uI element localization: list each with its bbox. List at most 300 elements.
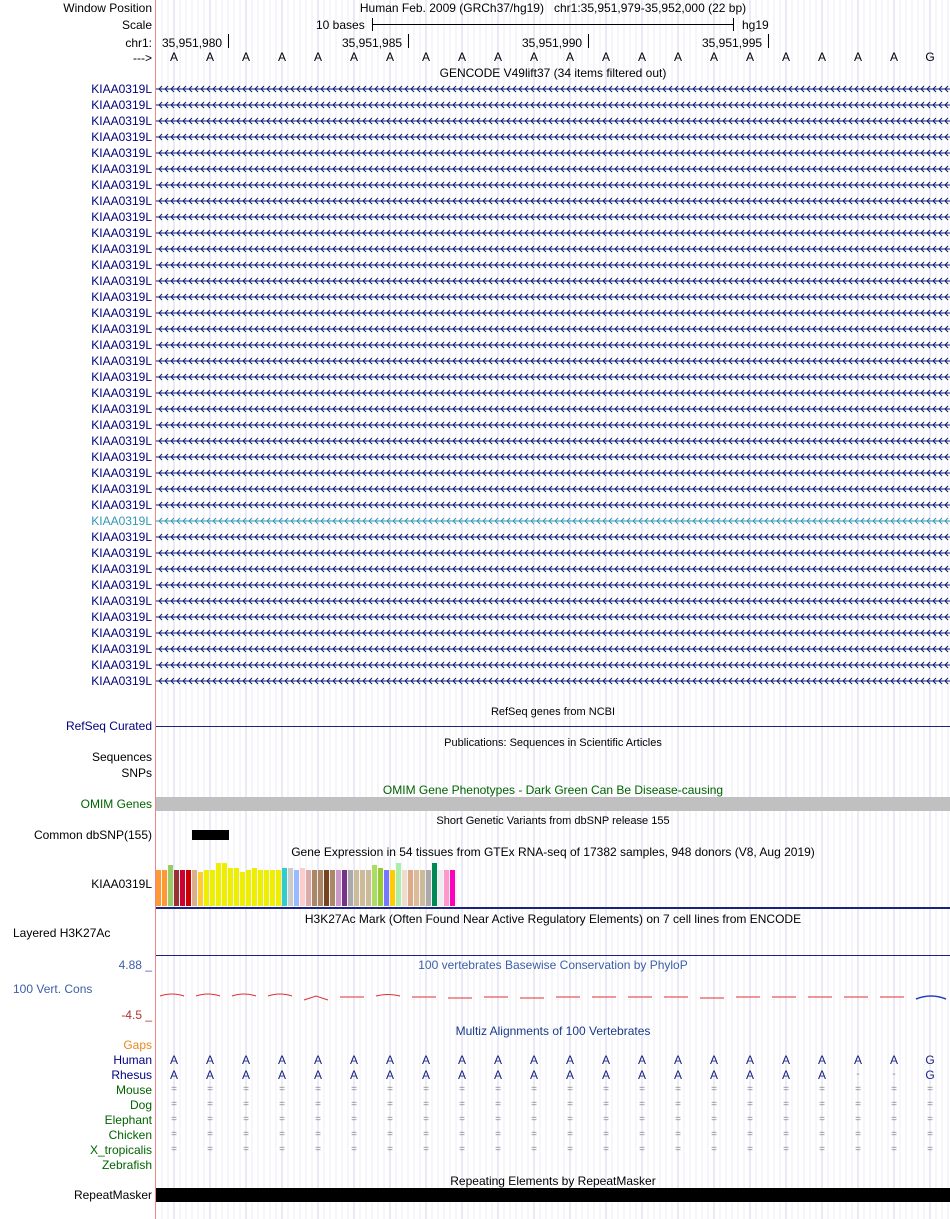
omim-track-title[interactable]: OMIM Gene Phenotypes - Dark Green Can Be Disease-causing [382,783,724,797]
gencode-gene-label[interactable]: KIAA0319L [91,146,152,160]
multiz-base: = [459,1084,465,1095]
base-letter: A [673,50,682,64]
multiz-species-label[interactable]: Rhesus [111,1068,152,1082]
refseq-label[interactable]: RefSeq Curated [65,719,152,733]
multiz-base: = [531,1144,537,1155]
multiz-base: = [819,1084,825,1095]
multiz-base: = [243,1099,249,1110]
multiz-base: = [639,1144,645,1155]
multiz-base: = [603,1114,609,1125]
publications-snps-label[interactable]: SNPs [121,766,152,780]
multiz-base: A [709,1053,718,1067]
gtex-tissue-bar[interactable] [198,872,203,906]
multiz-base: = [171,1114,177,1125]
multiz-base: A [241,1068,250,1082]
multiz-base: = [423,1114,429,1125]
omim-gene-bar[interactable] [156,797,950,811]
base-letter: A [457,50,466,64]
gtex-tissue-bar[interactable] [204,870,209,906]
gtex-tissue-bar[interactable] [288,868,293,906]
gencode-transcript[interactable] [156,195,950,207]
multiz-base: = [279,1144,285,1155]
multiz-base: = [423,1129,429,1140]
gencode-gene-label[interactable]: KIAA0319L [91,194,152,208]
coord-tick [588,34,589,48]
gencode-transcript[interactable] [156,275,950,287]
multiz-base: = [567,1144,573,1155]
gtex-tissue-bar[interactable] [408,870,413,906]
multiz-base: A [889,1053,898,1067]
gencode-transcript[interactable] [156,563,950,575]
multiz-base: = [891,1114,897,1125]
multiz-base: = [171,1129,177,1140]
multiz-base: A [169,1053,178,1067]
multiz-species-label[interactable]: Zebrafish [101,1158,152,1172]
multiz-base: = [603,1129,609,1140]
gtex-tissue-bar[interactable] [210,870,215,906]
gencode-gene-label[interactable]: KIAA0319L [91,674,152,688]
gencode-transcript[interactable] [156,611,950,623]
gencode-transcript[interactable] [156,547,950,559]
gtex-tissue-bar[interactable] [426,870,431,906]
gtex-tissue-bar[interactable] [336,870,341,906]
gtex-expression-bars[interactable] [156,861,556,906]
multiz-base: = [891,1144,897,1155]
multiz-base: A [817,1053,826,1067]
gtex-tissue-bar[interactable] [378,868,383,906]
gtex-tissue-bar[interactable] [246,870,251,906]
gtex-tissue-bar[interactable] [216,863,221,906]
assembly-text: Human Feb. 2009 (GRCh37/hg19) [359,1,544,15]
multiz-base: A [457,1053,466,1067]
multiz-base: A [457,1068,466,1082]
base-letter: A [637,50,646,64]
base-letter: A [889,50,898,64]
multiz-base: = [243,1114,249,1125]
multiz-base: = [387,1144,393,1155]
base-letter: G [925,50,935,64]
multiz-base: = [495,1099,501,1110]
multiz-base: = [783,1084,789,1095]
gencode-gene-label[interactable]: KIAA0319L [91,450,152,464]
base-letter: A [277,50,286,64]
multiz-base: A [745,1068,754,1082]
gencode-transcript[interactable] [156,403,950,415]
gencode-transcript[interactable] [156,627,950,639]
base-letter: A [529,50,538,64]
multiz-base: = [891,1129,897,1140]
scale-bar [373,24,733,25]
gtex-tissue-bar[interactable] [342,870,347,906]
base-letter: A [781,50,790,64]
gtex-tissue-bar[interactable] [396,863,401,906]
multiz-base: = [207,1114,213,1125]
dbsnp-track-title[interactable]: Short Genetic Variants from dbSNP release 155 [436,815,670,827]
multiz-base: = [567,1099,573,1110]
gencode-transcript[interactable] [156,163,950,175]
coord-tick [768,34,769,48]
gtex-tissue-bar[interactable] [294,870,299,906]
gencode-gene-label[interactable]: KIAA0319L [91,130,152,144]
coord-label: 35,951,995 [702,36,763,50]
multiz-base: = [171,1144,177,1155]
multiz-base: = [351,1099,357,1110]
multiz-base: = [711,1144,717,1155]
gtex-tissue-bar[interactable] [156,870,161,906]
multiz-base: = [855,1114,861,1125]
multiz-base: = [855,1129,861,1140]
gencode-gene-label[interactable]: KIAA0319L [91,658,152,672]
multiz-track-title[interactable]: Multiz Alignments of 100 Vertebrates [455,1024,651,1038]
multiz-species-label[interactable]: Gaps [123,1038,152,1052]
multiz-base: A [385,1068,394,1082]
gencode-transcript[interactable] [156,371,950,383]
multiz-base: = [279,1084,285,1095]
gencode-gene-label[interactable]: KIAA0319L [91,162,152,176]
multiz-base: = [819,1099,825,1110]
multiz-species-label[interactable]: Dog [129,1098,152,1112]
gencode-gene-label[interactable]: KIAA0319L [91,562,152,576]
base-letter: A [385,50,394,64]
gtex-tissue-bar[interactable] [222,863,227,906]
gtex-tissue-bar[interactable] [450,870,455,906]
gtex-tissue-bar[interactable] [252,868,257,906]
refseq-gene-line[interactable] [156,726,950,727]
gtex-tissue-bar[interactable] [264,870,269,906]
multiz-base: = [783,1129,789,1140]
gencode-gene-label[interactable]: KIAA0319L [91,370,152,384]
gtex-tissue-bar[interactable] [414,870,419,906]
gtex-tissue-bar[interactable] [402,870,407,906]
repeatmasker-track-title[interactable]: Repeating Elements by RepeatMasker [450,1174,656,1188]
multiz-base: = [675,1099,681,1110]
conservation-track-title[interactable]: 100 vertebrates Basewise Conservation by PhyloP [418,958,688,972]
gencode-transcript[interactable] [156,115,950,127]
multiz-base: A [529,1053,538,1067]
gtex-tissue-bar[interactable] [312,870,317,906]
gencode-gene-label[interactable]: KIAA0319L [91,594,152,608]
gencode-transcript[interactable] [156,579,950,591]
coord-tick [408,34,409,48]
gtex-tissue-bar[interactable] [384,870,389,906]
gencode-transcript[interactable] [156,387,950,399]
gencode-transcript[interactable] [156,483,950,495]
gencode-transcript[interactable] [156,419,950,431]
base-letter: A [313,50,322,64]
multiz-base: = [927,1129,933,1140]
coord-label: 35,951,985 [342,36,403,50]
multiz-base: = [927,1099,933,1110]
gtex-tissue-bar[interactable] [432,863,437,906]
gencode-transcript[interactable] [156,259,950,271]
multiz-base: = [675,1144,681,1155]
multiz-base: = [675,1129,681,1140]
gtex-tissue-bar[interactable] [324,870,329,906]
repeatmasker-element[interactable] [156,1188,950,1202]
multiz-base: = [315,1114,321,1125]
coord-label: 35,951,990 [522,36,583,50]
multiz-base: A [817,1068,826,1082]
multiz-base: = [423,1144,429,1155]
gtex-tissue-bar[interactable] [234,868,239,906]
gencode-gene-label[interactable]: KIAA0319L [91,178,152,192]
gtex-tissue-bar[interactable] [162,870,167,906]
gtex-tissue-bar[interactable] [390,870,395,906]
strand-label: ---> [133,51,152,65]
gencode-gene-label[interactable]: KIAA0319L [91,306,152,320]
gencode-gene-label[interactable]: KIAA0319L [91,610,152,624]
gencode-gene-label[interactable]: KIAA0319L [91,322,152,336]
gencode-gene-label[interactable]: KIAA0319L [91,98,152,112]
gtex-tissue-bar[interactable] [192,870,197,906]
gencode-gene-label[interactable]: KIAA0319L [91,210,152,224]
conservation-min-label: -4.5 _ [121,1008,152,1022]
gencode-gene-label[interactable]: KIAA0319L [91,338,152,352]
multiz-base: A [565,1068,574,1082]
gencode-transcript[interactable] [156,147,950,159]
multiz-base: = [711,1129,717,1140]
gtex-tissue-bar[interactable] [174,870,179,906]
base-letter: A [745,50,754,64]
multiz-base: = [639,1099,645,1110]
conservation-label[interactable]: 100 Vert. Cons [13,982,93,996]
base-letter: A [601,50,610,64]
multiz-base: A [313,1068,322,1082]
gtex-tissue-bar[interactable] [186,870,191,906]
multiz-base: = [423,1084,429,1095]
gtex-tissue-bar[interactable] [282,868,287,906]
multiz-base: = [819,1144,825,1155]
gencode-transcript[interactable] [156,291,950,303]
multiz-base: A [277,1053,286,1067]
gencode-gene-label[interactable]: KIAA0319L [91,402,152,416]
scale-bar-right-tick [733,18,734,31]
multiz-species-label[interactable]: Chicken [108,1128,152,1142]
publications-track-title[interactable]: Publications: Sequences in Scientific Articles [444,737,662,749]
multiz-base: = [819,1114,825,1125]
multiz-species-label[interactable]: X_tropicalis [89,1143,152,1157]
gencode-gene-label[interactable]: KIAA0319L [91,578,152,592]
multiz-base: = [603,1099,609,1110]
gtex-tissue-bar[interactable] [420,870,425,906]
gencode-transcript[interactable] [156,435,950,447]
gencode-transcript[interactable] [156,243,950,255]
dbsnp-variant[interactable] [192,830,229,840]
multiz-base: = [495,1129,501,1140]
gtex-gene-label[interactable]: KIAA0319L [91,877,152,891]
repeatmasker-label[interactable]: RepeatMasker [73,1188,152,1202]
gencode-gene-label[interactable]: KIAA0319L [91,258,152,272]
coord-label: 35,951,980 [162,36,223,50]
gencode-transcript[interactable] [156,83,950,95]
gencode-gene-label[interactable]: KIAA0319L [91,642,152,656]
conservation-max-label: 4.88 _ [118,958,152,972]
gencode-transcript[interactable] [156,307,950,319]
multiz-base: = [531,1114,537,1125]
multiz-base: = [747,1129,753,1140]
conservation-wiggle[interactable] [156,985,950,1005]
omim-label[interactable]: OMIM Genes [80,797,152,811]
refseq-track-title[interactable]: RefSeq genes from NCBI [490,706,616,718]
gencode-transcript[interactable] [156,323,950,335]
gencode-gene-label[interactable]: KIAA0319L [91,114,152,128]
multiz-base: = [387,1129,393,1140]
gencode-transcript[interactable] [156,595,950,607]
h3k27ac-label[interactable]: Layered H3K27Ac [13,926,111,940]
gencode-gene-label[interactable]: KIAA0319L [91,290,152,304]
base-letter: A [709,50,718,64]
h3k27ac-track-title[interactable]: H3K27Ac Mark (Often Found Near Active Regulatory Elements) on 7 cell lines from ENCODE [304,912,802,926]
gencode-gene-label[interactable]: KIAA0319L [91,82,152,96]
gencode-gene-label[interactable]: KIAA0319L [91,226,152,240]
gtex-baseline [156,907,950,909]
gtex-tissue-bar[interactable] [168,865,173,906]
multiz-base: G [925,1053,935,1067]
gencode-gene-label[interactable]: KIAA0319L [91,434,152,448]
gencode-transcript[interactable] [156,643,950,655]
h3k27ac-baseline [156,955,950,956]
multiz-base: - [892,1069,896,1080]
multiz-base: = [603,1144,609,1155]
gencode-gene-label[interactable]: KIAA0319L [91,466,152,480]
gtex-tissue-bar[interactable] [354,870,359,906]
multiz-base: A [637,1053,646,1067]
gencode-gene-label[interactable]: KIAA0319L [91,546,152,560]
gtex-tissue-bar[interactable] [372,865,377,906]
multiz-base: = [711,1114,717,1125]
gtex-tissue-bar[interactable] [330,870,335,906]
multiz-base: A [241,1053,250,1067]
gencode-gene-label[interactable]: KIAA0319L [91,498,152,512]
gtex-tissue-bar[interactable] [276,870,281,906]
gencode-gene-label[interactable]: KIAA0319L [91,354,152,368]
multiz-base: = [531,1129,537,1140]
gencode-gene-label[interactable]: KIAA0319L [91,482,152,496]
gencode-track-title[interactable]: GENCODE V49lift37 (34 items filtered out) [439,66,667,80]
gencode-gene-label[interactable]: KIAA0319L [91,530,152,544]
gtex-tissue-bar[interactable] [438,870,443,906]
gencode-transcript[interactable] [156,531,950,543]
gencode-transcript[interactable] [156,179,950,191]
multiz-base: = [711,1084,717,1095]
gencode-transcript[interactable] [156,339,950,351]
gencode-transcript[interactable] [156,499,950,511]
base-letter: A [421,50,430,64]
base-letter: A [565,50,574,64]
multiz-base: = [207,1144,213,1155]
gencode-transcript[interactable] [156,227,950,239]
multiz-base: = [387,1084,393,1095]
multiz-base: A [529,1068,538,1082]
gencode-transcript[interactable] [156,675,950,687]
multiz-base: A [421,1068,430,1082]
gencode-gene-label[interactable]: KIAA0319L [91,418,152,432]
gencode-transcript[interactable] [156,355,950,367]
chrom-label: chr1: [125,36,152,50]
gencode-transcript[interactable] [156,131,950,143]
multiz-base: A [493,1068,502,1082]
gencode-transcript[interactable] [156,515,950,527]
multiz-base: = [279,1129,285,1140]
gtex-tissue-bar[interactable] [348,870,353,906]
multiz-base: A [673,1053,682,1067]
gtex-tissue-bar[interactable] [180,870,185,906]
gencode-transcript[interactable] [156,467,950,479]
gencode-transcript[interactable] [156,451,950,463]
gtex-tissue-bar[interactable] [360,870,365,906]
multiz-base: = [531,1084,537,1095]
gencode-gene-label[interactable]: KIAA0319L [91,626,152,640]
dbsnp-label[interactable]: Common dbSNP(155) [33,828,152,842]
multiz-base: = [927,1084,933,1095]
gtex-tissue-bar[interactable] [228,868,233,906]
gencode-transcript[interactable] [156,659,950,671]
multiz-base: = [459,1099,465,1110]
window-position-label: Window Position [63,1,152,15]
multiz-base: = [783,1144,789,1155]
gtex-tissue-bar[interactable] [258,870,263,906]
multiz-base: = [603,1084,609,1095]
multiz-species-label[interactable]: Human [113,1053,152,1067]
gtex-tissue-bar[interactable] [318,870,323,906]
multiz-base: A [313,1053,322,1067]
gtex-tissue-bar[interactable] [240,872,245,906]
gtex-tissue-bar[interactable] [444,870,449,906]
multiz-base: A [709,1068,718,1082]
multiz-base: = [747,1114,753,1125]
multiz-base: A [673,1068,682,1082]
gencode-gene-label[interactable]: KIAA0319L [91,514,152,528]
base-letter: A [349,50,358,64]
gtex-tissue-bar[interactable] [300,868,305,906]
base-letter: A [169,50,178,64]
multiz-base: G [925,1068,935,1082]
gencode-transcript[interactable] [156,211,950,223]
multiz-base: - [856,1069,860,1080]
gtex-tissue-bar[interactable] [270,870,275,906]
publications-sequences-label[interactable]: Sequences [91,750,152,764]
multiz-base: = [675,1084,681,1095]
gencode-gene-label[interactable]: KIAA0319L [91,242,152,256]
multiz-base: = [747,1144,753,1155]
multiz-base: = [459,1114,465,1125]
multiz-species-label[interactable]: Elephant [104,1113,152,1127]
multiz-base: A [349,1053,358,1067]
multiz-base: = [567,1129,573,1140]
base-letter: A [205,50,214,64]
gencode-gene-label[interactable]: KIAA0319L [91,274,152,288]
gencode-transcript[interactable] [156,99,950,111]
multiz-base: = [639,1114,645,1125]
gtex-track-title[interactable]: Gene Expression in 54 tissues from GTEx RNA-seq of 17382 samples, 948 donors (V8, Aug 2019) [291,845,815,859]
multiz-base: A [601,1068,610,1082]
multiz-base: = [315,1099,321,1110]
multiz-species-label[interactable]: Mouse [115,1083,152,1097]
scale-text: 10 bases [316,18,365,32]
multiz-base: = [243,1129,249,1140]
gencode-gene-label[interactable]: KIAA0319L [91,386,152,400]
multiz-base: A [745,1053,754,1067]
window-position-text[interactable] [156,1,950,15]
scale-bar-left-tick [372,18,373,31]
gtex-tissue-bar[interactable] [306,870,311,906]
multiz-base: = [639,1129,645,1140]
multiz-base: = [783,1099,789,1110]
multiz-base: = [459,1129,465,1140]
gtex-tissue-bar[interactable] [366,870,371,906]
multiz-base: = [639,1084,645,1095]
multiz-base: A [781,1053,790,1067]
